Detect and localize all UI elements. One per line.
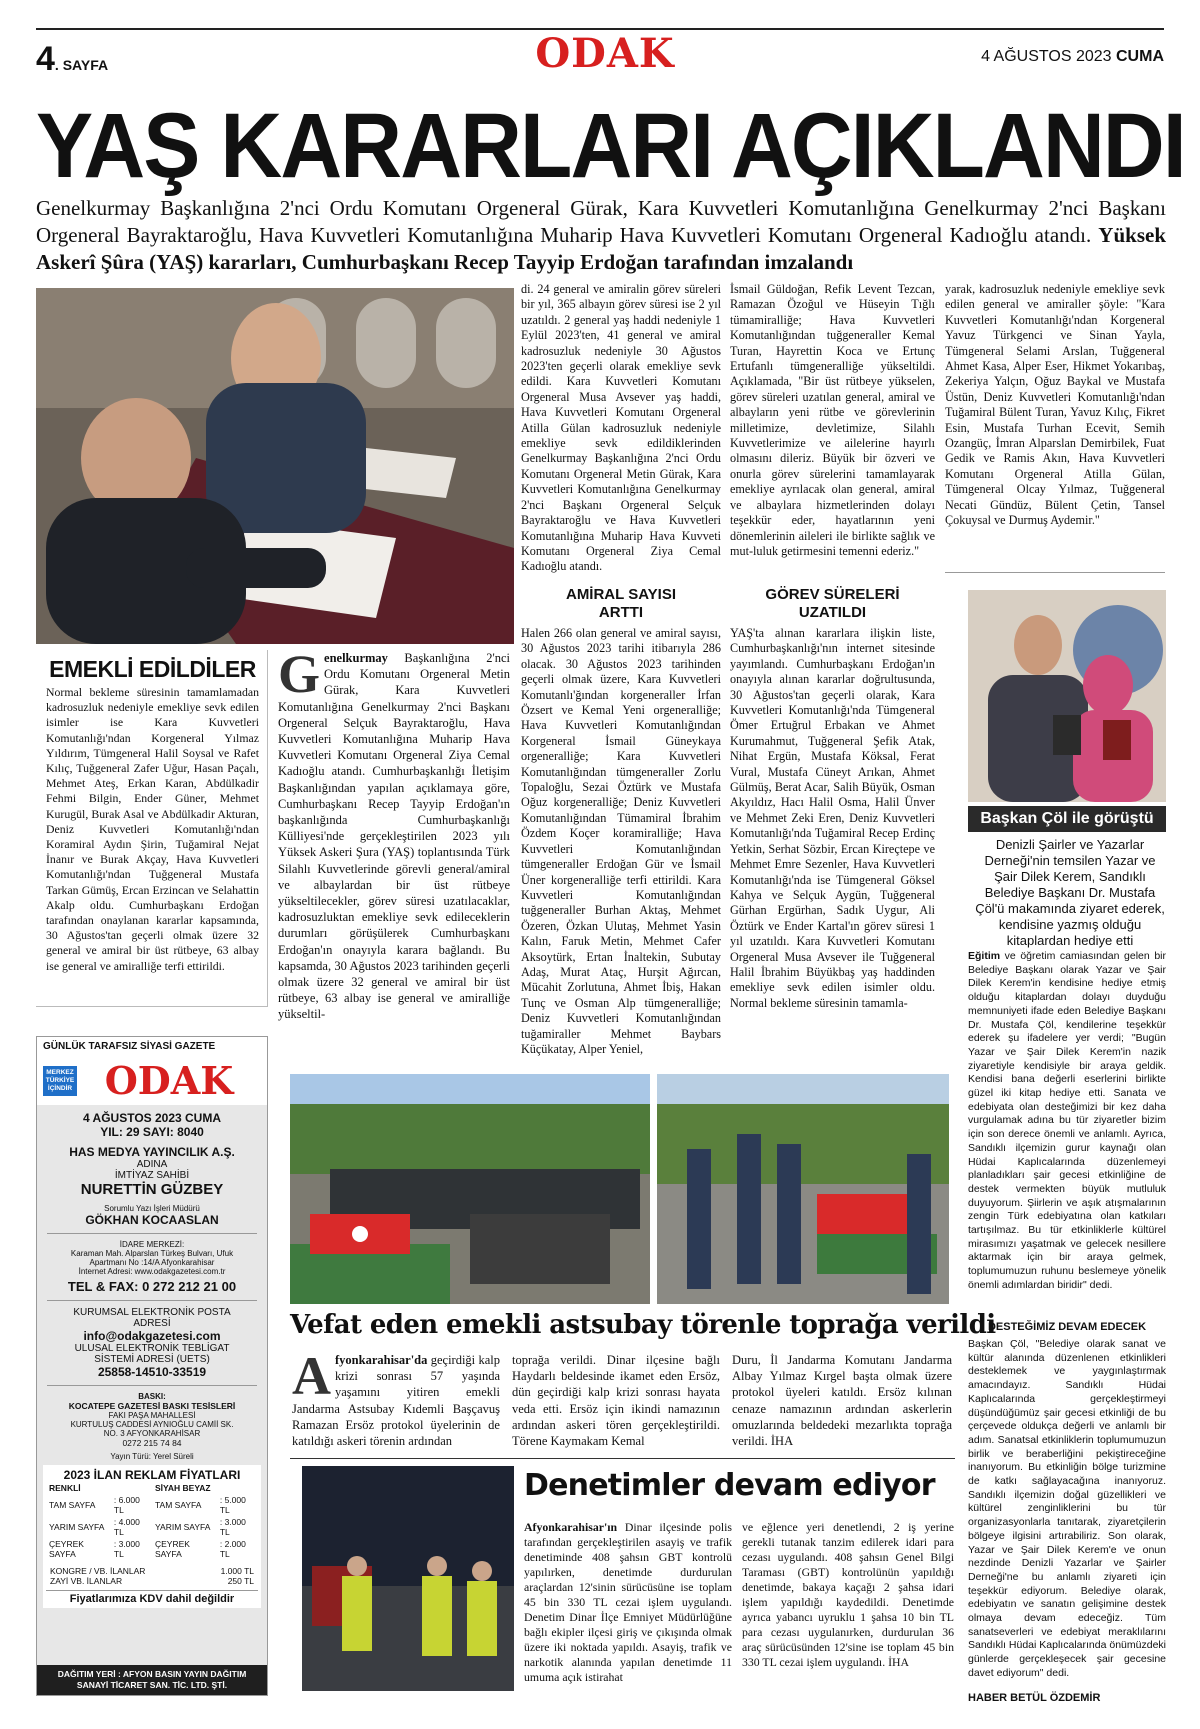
article-column-2 xyxy=(521,282,721,1060)
funeral-headline: Vefat eden emekli astsubay törenle toprağa verildi xyxy=(290,1310,996,1340)
lead-paragraph: Genelkurmay Başkanlığına 2'nci Ordu Komutanı Orgeneral Gürak, Kara Kuvvetleri Komutanlığına Genelkurmay 2'nci Başkanı Orgeneral Bayraktaroğlu, Hava Kuvvetleri Komutanlığına Muharip Hava Kuvvetleri Komutanı Orgeneral Kadıoğlu atandı. Yüksek Askerî Şûra (YAŞ) kararları, Cumhurbaşkanı Recep Tayyip Erdoğan tarafından imzalandı xyxy=(36,196,1166,274)
subhead-amiral: AMİRAL SAYISI ARTTI xyxy=(565,586,677,621)
mayor-byline: HABER BETÜL ÖZDEMİR xyxy=(968,1692,1101,1704)
price-title: 2023 İLAN REKLAM FİYATLARI xyxy=(63,1468,241,1482)
subhead-gorev: GÖREV SÜRELERİ UZATILDI xyxy=(765,586,900,621)
kdv-note: Fiyatlarımıza KDV dahil değildir xyxy=(46,1590,258,1605)
issue-date: 4 AĞUSTOS 2023 CUMA xyxy=(981,48,1164,65)
masthead-printer-address-1: FAKI PAŞA MAHALLESİ xyxy=(108,1411,196,1420)
article-column-3-bottom: YAŞ'ta alınan kararlara ilişkin liste, Cumhurbaşkanlığı'nın internet sitesinde yayımlandı. Cumhurbaşkanı Erdoğan'ın onayıyla alınan kararlar doğrultusunda, 30 Ağustos'tan geçerli olarak, Kara Kuvvetleri Komutanlığı'nda Tümgeneral Ömer Ertuğrul Erbakan ve Ahmet Kurumahmut, Tuğgeneral Şefik Atak, Nihat Ergün, Mustafa Köksal, Ferat Vural, Mustafa Cüneyt Arıkan, Ahmet Gülmüş, Berat Acar, Salih Büyük, Osman Akyıldız, Hacı Halil Osma, Halil Ünver ve Mehmet Zeki Eren, Deniz Kuvvetleri Komutanlığı'nda Tuğamiral Recep Erdinç Yetkin, Serhat Sözbir, Ercan Kireçtepe ve Mehmet Emre Sezenler, Hava Kuvvetleri Komutanlığı'nda ise Tümgeneral Göksel Kahya ve Selçuk Aygün, Tuğgeneral Gürhan Ergürhan, Sadık Uygur, Ali Öztürk ve Ender Kartal'ın görev süresi 1 yıl uzatıldı. Kara Kuvvetleri Komutanı Orgeneral Musa Avsever ile Tuğgeneral Halil İbrahim Büyükbaş yaş haddinden emekliye sevk edilen isimler oldu. Normal bekleme süresinin tamamla- xyxy=(730,626,935,1010)
funeral-column-1: Afyonkarahisar'da geçirdiği kalp krizi sonrası 57 yaşında yaşamını yitiren emekli Jandarma Astsubay Kıdemli Başçavuş Ramazan Ersöz protokol üyelerinin de katıldığı askeri törenin ardından xyxy=(292,1352,500,1449)
article-column-1: Genelkurmay Başkanlığına 2'nci Ordu Komutanı Orgeneral Metin Gürak, Kara Kuvvetleri Komutanlığına Genelkurmay 2'nci Başkanı Orgeneral Selçuk Bayraktaroğlu, Hava Kuvvetleri Komutanlığına Muharip Hava Kuvvetleri Komutanı Orgeneral Ziya Cemal Kadıoğlu atandı. Cumhurbaşkanlığı İletişim Başkanlığından yapılan açıklamaya göre, Cumhurbaşkanı Recep Tayyip Erdoğan'ın başkanlığında Cumhurbaşkanlığı Külliyesi'nde gerçekleştirilen 2023 yılı Yüksek Askeri Şura (YAŞ) toplantısında Türk Silahlı Kuvvetlerinde görevli general/amiral ve albaylardan bir üst rütbeye yükseltilecekler, görev süresi uzatılacaklar, kadrosuzluktan emekliye sevk edileceklerin durumları görüşülerek Cumhurbaşkanı Erdoğan'ın onayıyla karara bağlandı. Bu kapsamda, 30 Ağustos 2023 tarihinden geçerli olmak üzere 32 general ve amiral bir üst rütbeye, 63 albay ise general ve amiralliğe yükseltil- xyxy=(278,650,510,1022)
mayor-visit-photo xyxy=(968,590,1166,802)
funeral-photo-1-image xyxy=(290,1074,650,1304)
newspaper-logo: ODAK xyxy=(535,30,675,77)
masthead-publisher: HAS MEDYA YAYINCILIK A.Ş. xyxy=(69,1145,235,1159)
masthead-uets-label: ULUSAL ELEKTRONİK TEBLİGAT SİSTEMİ ADRESİ (UETS) xyxy=(74,1343,230,1365)
masthead-adina: ADINA xyxy=(136,1159,168,1170)
funeral-column-2: toprağa verildi. Dinar ilçesine bağlı Haydarlı beldesinde ikamet eden Ersöz, dün geçirdiği kalp krizi sonrası hayata veda etti. Ersöz için ikindi namazının ardından askeri tören gerçekleştirildi. Törene Kaymakam Kemal xyxy=(512,1353,720,1449)
mayor-article-2: Başkan Çöl, "Belediye olarak sanat ve kültür alanında düzenlenen etkinlikleri desteklemek ve yaygınlaştırmak amacındayız. Sandıklı Hüdai Kaplıcalarında gerçekleştirmeyi düşündüğümüz şair gecesi etkinliği de bu çerçevede oldukça değerli ve anlamlı bir adım. Sanatsal etkinliklerin toplumumuzun birlik ve beraberliğini pekiştireceğine inanıyorum. Bu etkinliğin bölge turizmine de katkı sağlayacağına inanıyoruz. Sandıklı ilçemizin doğal güzellikleri ve kültürel zenginliklerini bu tür organizasyonlarla tanıtarak, ziyaretçilerin bölgeye ilgisini artırabiliriz. Son olarak, Yazar ve Şair Dilek Kerem'e ve onun nezdinde Denizli Yazarlar ve Şairler Derneği'ne bu anlamlı ziyareti için teşekkür ediyorum. Belediye olarak, edebiyatın ve sanatın gelişimine destek olmaya devam edeceğiz. Tüm sanatseverleri ve edebiyat meraklılarını Sandıklı Hüdai Kaplıcalarında önümüzdeki günlerde gerçekleşecek şair gecesine davet ediyorum" dedi. xyxy=(968,1338,1166,1679)
extra-price-2: ZAYİ VB. İLANLAR 250 TL xyxy=(50,1576,254,1586)
masthead-badge: MERKEZ TÜRKİYE İÇİNDİR xyxy=(43,1066,77,1096)
masthead-printer-address-3: NO. 3 AFYONKARAHİSAR xyxy=(103,1429,201,1438)
inspection-divider xyxy=(290,1458,955,1459)
price-header-color: RENKLİ xyxy=(49,1483,81,1493)
masthead-office-address: Karaman Mah. Alparslan Türkeş Bulvarı, Ufuk Apartmanı No :14/A Afyonkarahisar xyxy=(70,1249,234,1267)
inspection-photo xyxy=(302,1466,514,1691)
price-row: TAM SAYFA : 6.000 TL TAM SAYFA : 5.000 TL xyxy=(49,1495,246,1515)
mayor-caption: Başkan Çöl ile görüştü xyxy=(968,806,1166,832)
article-column-3-top: İsmail Güldoğan, Refik Levent Tezcan, Ramazan Özoğul ve Hüseyin Tığlı tümamiralliğe; Hava Kuvvetleri Komutanlığından tuğgeneraller Kemal Turan, Hayrettin Koca ve Ertunç Ertufanlı tümgeneralliğe yükseltildi. Açıklamada, "Bir üst rütbeye yükselen, görev süreleri uzatılan general, amiral ve albayların yeni rütbe ve görevlerinin milletimize, devletimize, Silahlı Kuvvetlerimize ve ailelerine hayırlı olmasını dileriz. Büyük bir özveri ve onurla görev sürelerini tamamlayarak emekliye ayrılacak olan general, amiral ve albaylara hizmetlerinden dolayı teşekkür eder, hayatlarının yeni dönemlerinin aileleri ile birlikte sağlık ve mut-luluk getirmesini temenni ederiz." xyxy=(730,282,935,558)
inspection-column-2: ve eğlence yeri denetlendi, 2 iş yerine gerekli tutanak tanzim edilerek idari para cezası uygulandı. 408 şahsın Genel Bilgi Taraması (GBT) kontrolünün yapıldığı denetimde, bakaya kaçağı 2 şahsa idari işlem yapıldığı kaydedildi. Denetimde ayrıca yabancı uyruklu 1 şahsa 10 bin TL para cezası uygulanırken, durdurulan 36 araç sürücüsünden 12'sine ise toplam 45 bin 330 TL cezai işlem uygulandı. İHA xyxy=(742,1520,954,1669)
article-column-2-bottom: Halen 266 olan general ve amiral sayısı, 30 Ağustos 2023 tarihi itibarıyla 286 olacak. 30 Ağustos 2023 tarihinden geçerli olmak üzere, Kara Kuvvetleri Komutanlı'ğından korgeneraller İrfan Özsert ve Kemal Yeni orgeneralliğe; Hava Kuvvetleri Komutanlığından Korgeneral İsmail Güneykaya orgeneralliğe; Kara Kuvvetleri Komutanlığından tümgeneraller Zorlu Topaloğlu, Sezai Öztürk ve Mustafa Oğuz korgeneralliğe; Deniz Kuvvetleri Komutanlığından Tümamiral İbrahim Özdem Koçer koramiralliğe; Hava Kuvvetleri Komutanlığından tümgeneraller Erdoğan Gür ve İsmail Üner korgeneralliğe terfi ettirildi. Kara Kuvvetleri Komutanlığından tuğgeneraller Burhan Aktaş, Mehmet Özeren, Özkan Ulutaş, Mehmet Yasin Kalın, Faruk Metin, Mehmet Cafer Aksoytürk, Ertan İnaltekin, Subutay Adaş, Murat Ataç, Hurşit Ağırcan, Mücahit Zorlutuna, Ahmet İbiş, Hakan Tunç ve Osman Alp tümgeneralliğe; Deniz Kuvvetleri Komutanlığından tuğamiraller Mehmet Baybars Küçükatay, Alper Yeniel, xyxy=(521,626,721,1056)
retired-box xyxy=(36,650,268,1007)
funeral-column-3: Duru, İl Jandarma Komutanı Jandarma Albay Yılmaz Kırgel başta olmak üzere protokol üyeleri katıldı. Ersöz kılınan cenaze namazının ardından askerlerin omuzlarında beldedeki mezarlıkta toprağa verildi. İHA xyxy=(732,1353,952,1449)
funeral-photo-2-image xyxy=(657,1074,949,1304)
extra-price-1: KONGRE / VB. İLANLAR 1.000 TL xyxy=(50,1566,254,1576)
masthead-printer-address-2: KURTULUŞ CADDESİ AYNIOĞLU CAMİİ SK. xyxy=(70,1420,234,1429)
article-column-2-top: di. 24 general ve amiralin görev süreleri bir yıl, 365 albayın görev süresi ise 2 yıl uzatıldı. 2 general yaş haddi nedeniyle 1 Eylül 2023'ten, 41 general ve amiral kadrosuzluk nedeniyle 30 Ağustos 2023'ten geçerli olarak emekliye sevk edildi. Kara Kuvvetleri Komutanı Orgeneral Musa Avsever yaş haddi, Hava Kuvvetleri Komutanı Orgeneral Atilla Gülan kadrosuzluk nedeniyle emekliye sevk edildiklerinden Genelkurmay Başkanlığına 2'nci Ordu Komutanı Orgeneral Metin Gürak, Kara Kuvvetleri Komutanlığına Genelkurmay 2'nci Başkanı Orgeneral Selçuk Bayraktaroğlu ve Hava Kuvvetleri Komutanlığına Muharip Hava Kuvveti Komutanı Orgeneral Ziya Cemal Kadıoğlu atandı. xyxy=(521,282,721,574)
inspection-column-1: Afyonkarahisar'ın Dinar ilçesinde polis tarafından gerçekleştirilen asayiş ve trafik denetiminde 408 şahsın GBT kontrolü yapılırken, denetimde durdurulan araçlardan 12'sinin sürücüsüne ise toplam 45 bin 330 TL cezai işlem uygulandı. Denetim Dinar İlçe Emniyet Müdürlüğüne bağlı ekipler ilçesi giriş ve çıkışında olmak üzere iki noktada yapıldı. Asayiş, trafik ve narkotik alanında yapılan denetimde 11 umuma açık istirahat xyxy=(524,1520,732,1684)
price-box xyxy=(43,1465,261,1608)
masthead-date: 4 AĞUSTOS 2023 CUMA xyxy=(82,1111,222,1125)
masthead-issue: YIL: 29 SAYI: 8040 xyxy=(100,1125,204,1139)
funeral-photo-1 xyxy=(290,1074,650,1304)
masthead-editor-role: Sorumlu Yazı İşleri Müdürü xyxy=(104,1204,200,1213)
masthead-editor: GÖKHAN KOCAASLAN xyxy=(85,1213,219,1227)
signing-photo-image xyxy=(36,288,514,644)
funeral-photo-2 xyxy=(657,1074,949,1304)
price-table xyxy=(46,1482,258,1560)
retired-title: EMEKLİ EDİLDİLER xyxy=(49,656,256,682)
masthead-owner: NURETTİN GÜZBEY xyxy=(80,1181,224,1198)
mayor-intro: Denizli Şairler ve Yazarlar Derneği'nin temsilen Yazar ve Şair Dilek Kerem, Sandıklı Belediye Başkanı Dr. Mustafa Çöl'ü makamında ziyaret ederek, kendisine yazmış olduğu kitaplardan hediye etti xyxy=(975,837,1165,948)
masthead-kep-label: KURUMSAL ELEKTRONİK POSTA ADRESİ xyxy=(73,1307,231,1329)
masthead-imtiyaz: İMTİYAZ SAHİBİ xyxy=(114,1170,190,1181)
masthead-box xyxy=(36,1036,268,1696)
masthead-print-label: BASKI: xyxy=(138,1392,166,1401)
article-column-3 xyxy=(730,282,935,1060)
masthead-logo: ODAK xyxy=(104,1058,234,1103)
masthead-uets: 25858-14510-33519 xyxy=(97,1365,207,1379)
inspection-photo-image xyxy=(302,1466,514,1691)
masthead-email: info@odakgazetesi.com xyxy=(83,1329,221,1343)
masthead-phone: TEL & FAX: 0 272 212 21 00 xyxy=(67,1279,237,1294)
article-column-4: yarak, kadrosuzluk nedeniyle emekliye sevk edilen general ve amiraller şöyle: "Kara Kuvvetleri Komutanlığı'ndan Korgeneral Yavuz Türkgenci ve Sinan Yayla, Tümgeneral Selami Arslan, Tuğgeneral Ahmet Kasa, Alper Eser, Hikmet Yokarıbaş, Zekeriya Yalçın, Oğuz Baykal ve Mustafa Üstün, Deniz Kuvvetleri Komutanlığı'ndan Tuğamiral Bülent Turan, Yavuz Kılıç, Fikret Esin, Mustafa Turhan Ecevit, Semih Ozangüç, İmran Alparslan Demirbilek, Fuat Gedik ve Ramis Akın, Hava Kuvvetleri Komutanı Orgeneral Atilla Gülan, Tümgeneral Olcay Yılmaz, Tuğgeneral Necati Gündüz, Bülent Çetin, Tansel Çokuysal ve Durmuş Aydemir." xyxy=(945,282,1165,573)
masthead-info xyxy=(37,1105,267,1608)
price-row: YARIM SAYFA : 4.000 TL YARIM SAYFA : 3.000 TL xyxy=(49,1517,246,1537)
masthead-tagline: GÜNLÜK TARAFSIZ SİYASİ GAZETE xyxy=(37,1037,267,1056)
masthead-printer-phone: 0272 215 74 84 xyxy=(122,1438,182,1448)
inspection-headline: Denetimler devam ediyor xyxy=(524,1468,935,1503)
price-row: ÇEYREK SAYFA : 3.000 TL ÇEYREK SAYFA : 2.000 TL xyxy=(49,1539,246,1559)
dropcap: G xyxy=(278,650,321,704)
masthead-type: Yayın Türü: Yerel Süreli xyxy=(110,1452,194,1461)
mayor-article: Eğitim ve öğretim camiasından gelen bir Belediye Başkanı olarak Yazar ve Şair Dilek Kerem'in kendisine hediye etmiş olduğu kitaplardan dolayı duyduğu memnuniyeti ifade eden Belediye Başkanı Dr. Mustafa Çöl, kendilerine teşekkür ederek şu ifadelere yer verdi; "Bugün Yazar ve Şair Dilek Kerem'in nazik ziyaretiyle kendisiyle bir araya geldik. Kendisi bana değerli eserlerini birlikte güzel iki kitap hediye etti. Sanata ve edebiyata olan desteğimizi bir kez daha vurgulamak adına bu tür ziyaretler bizim için son derece önemli ve anlamlı. Ayrıca, Sandıklı ilçemizin gurur kaynağı olan Hüdai Kaplıcalarında düzenlemeyi planladıkları şair gecesi etkinliğine de destek vermekten büyük mutluluk duyuyorum. Şiirlerin ve aşık atışmalarının zengin Türk edebiyatına olan katkıları tartışılmaz. Bu tür etkinliklerle kültürel mirasımızı yaşatmak ve gelecek nesillere aktarmak için bir araya gelmek, toplumumuzun ruhunu beslemeye yönelik önemli adımlardan biridir" dedi. xyxy=(968,950,1166,1291)
masthead-office-label: İDARE MERKEZİ: xyxy=(119,1240,185,1249)
masthead-logo-row xyxy=(37,1056,267,1105)
funeral-dropcap: A xyxy=(292,1352,331,1406)
masthead-web: İnternet Adresi: www.odakgazetesi.com.tr xyxy=(78,1267,226,1276)
mayor-visit-image xyxy=(968,590,1166,802)
mayor-subhead: DESTEĞİMİZ DEVAM EDECEK xyxy=(987,1321,1147,1333)
price-header-bw: SİYAH BEYAZ xyxy=(154,1483,211,1493)
masthead-printer: KOCATEPE GAZETESİ BASKI TESİSLERİ xyxy=(68,1401,236,1411)
distribution-bar: DAĞITIM YERİ : AFYON BASIN YAYIN DAĞITIM SANAYİ TİCARET SAN. TİC. LTD. ŞTİ. xyxy=(37,1665,267,1695)
signing-photo xyxy=(36,288,514,644)
page-number: 4. SAYFA xyxy=(36,40,109,78)
main-headline: YAŞ KARARLARI AÇIKLANDI xyxy=(36,95,1185,197)
retired-text: Normal bekleme süresinin tamamlamadan kadrosuzluk nedeniyle emekliye sevk edilen isimler ise Kara Kuvvetleri Komutanlığı'ndan Korgeneral Yılmaz Yıldırım, Tümgeneral Halil Soysal ve Rafet Kılıç, Tuğgeneral Zafer Uğur, Hasan Paçalı, Mehmet Ateş, Erkan Karan, Abdülkadir Fehmi Bilgin, Ender Güner, Mehmet Kurugül, Burak Asal ve Abdülkadir Akturan, Deniz Kuvvetleri Komutanlığı'ndan Koramiral Aydın Şirin, Tuğamiral Nejat İnanır ve Burak Akçay, Hava Kuvvetleri Komutanlığı'ndan Tuğgeneral Mustafa Tarkan Gümüş, Ercan Erzincan ve Selahattin Akalp oldu. Cumhurbaşkanı Erdoğan tarafından onaylanan kararlar kapsamında, 30 Ağustos'tan geçerli olmak üzere 32 general ve amiral bir üst rütbeye, 63 albay ise general ve amiralliğe terfi ettirildi. xyxy=(46,685,259,973)
